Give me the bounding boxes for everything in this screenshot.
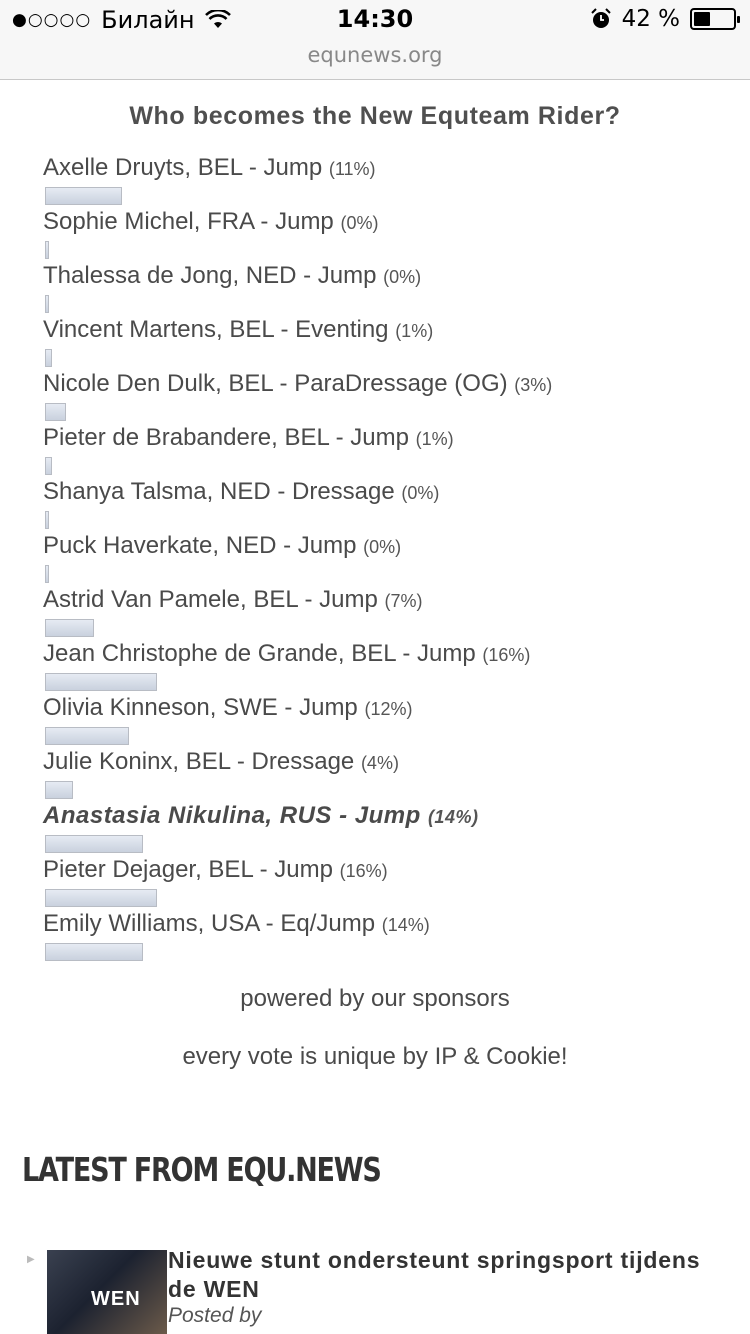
battery-level: [694, 12, 710, 26]
poll-option-name: Pieter de Brabandere, BEL - Jump: [43, 424, 409, 451]
poll-option-name: Shanya Talsma, NED - Dressage: [43, 478, 395, 505]
poll-option-percent: (4%): [360, 753, 399, 773]
poll-option-percent: (0%): [340, 213, 379, 233]
poll-option-percent: (0%): [401, 483, 440, 503]
poll-option-label[interactable]: [43, 639, 750, 670]
poll-result-bar: [45, 781, 73, 799]
signal-strength-icon: ●○○○○: [12, 10, 92, 30]
poll-result-bar: [45, 511, 49, 529]
poll-option-name: Nicole Den Dulk, BEL - ParaDressage (OG): [43, 370, 508, 397]
poll-option-name: Pieter Dejager, BEL - Jump: [43, 856, 333, 883]
poll-result-bar: [45, 673, 157, 691]
poll-widget: [0, 80, 750, 1071]
news-title-link[interactable]: Nieuwe stunt ondersteunt springsport tijdens de WEN: [168, 1247, 701, 1302]
poll-option[interactable]: [43, 909, 750, 963]
poll-option-label[interactable]: [43, 855, 750, 886]
news-thumbnail[interactable]: [47, 1250, 167, 1334]
poll-option[interactable]: [43, 855, 750, 909]
poll-result-bar: [45, 565, 49, 583]
poll-option-percent: (14%): [381, 915, 430, 935]
poll-option-name: Julie Koninx, BEL - Dressage: [43, 748, 355, 775]
poll-option-label[interactable]: [43, 369, 750, 400]
poll-option-name: Vincent Martens, BEL - Eventing: [43, 316, 389, 343]
poll-option-label[interactable]: [43, 153, 750, 184]
poll-option-name: Anastasia Nikulina, RUS - Jump: [43, 802, 421, 829]
poll-option-percent: (0%): [383, 267, 422, 287]
poll-option[interactable]: [43, 747, 750, 801]
poll-option-name: Olivia Kinneson, SWE - Jump: [43, 694, 358, 721]
poll-option-label[interactable]: [43, 531, 750, 562]
posted-by: Posted by: [168, 1304, 262, 1327]
poll-option-label[interactable]: [43, 477, 750, 508]
poll-option-name: Jean Christophe de Grande, BEL - Jump: [43, 640, 476, 667]
poll-option-percent: (12%): [364, 699, 413, 719]
poll-result-bar: [45, 295, 49, 313]
clock: 14:30: [336, 5, 414, 33]
poll-option-percent: (1%): [415, 429, 454, 449]
poll-option-label[interactable]: [43, 423, 750, 454]
poll-result-bar: [45, 835, 143, 853]
address-bar[interactable]: [0, 40, 750, 80]
poll-result-bar: [45, 349, 52, 367]
poll-option-label[interactable]: [43, 585, 750, 616]
poll-result-bar: [45, 187, 122, 205]
poll-option-percent: (11%): [328, 159, 376, 179]
poll-option-label[interactable]: [43, 207, 750, 238]
poll-option-label[interactable]: [43, 693, 750, 724]
poll-result-bar: [45, 889, 157, 907]
status-right: [590, 6, 736, 32]
poll-option-percent: (0%): [363, 537, 402, 557]
poll-option[interactable]: [43, 261, 750, 315]
poll-result-bar: [45, 403, 66, 421]
poll-option[interactable]: [43, 315, 750, 369]
poll-result-bar: [45, 457, 52, 475]
latest-news-heading: LATEST FROM EQU.NEWS: [22, 1150, 381, 1189]
url-text: equnews.org: [307, 43, 443, 67]
poll-result-bar: [45, 619, 94, 637]
carrier-name: Билайн: [101, 6, 195, 34]
poll-option[interactable]: [43, 207, 750, 261]
poll-option[interactable]: [43, 639, 750, 693]
alarm-icon: [590, 8, 612, 30]
poll-option-percent: (16%): [339, 861, 388, 881]
poll-option-name: Puck Haverkate, NED - Jump: [43, 532, 357, 559]
poll-option[interactable]: [43, 477, 750, 531]
poll-option-name: Astrid Van Pamele, BEL - Jump: [43, 586, 378, 613]
vote-unique-note: every vote is unique by IP & Cookie!: [182, 1043, 568, 1070]
status-bar: [0, 0, 750, 40]
poll-option[interactable]: [43, 585, 750, 639]
poll-option[interactable]: [43, 369, 750, 423]
poll-option-percent: (1%): [395, 321, 434, 341]
battery-percent: 42 %: [621, 6, 680, 32]
poll-result-bar: [45, 241, 49, 259]
poll-option-label[interactable]: [43, 801, 750, 832]
poll-result-bar: [45, 727, 129, 745]
poll-option-percent: (14%): [427, 807, 479, 827]
wen-logo: WEN: [91, 1288, 141, 1310]
poll-option[interactable]: [43, 531, 750, 585]
poll-option[interactable]: [43, 153, 750, 207]
poll-option-percent: (16%): [482, 645, 531, 665]
poll-option-label[interactable]: [43, 261, 750, 292]
poll-option-name: Emily Williams, USA - Eq/Jump: [43, 910, 376, 937]
poll-option[interactable]: [43, 693, 750, 747]
bullet-icon: ▶: [27, 1254, 35, 1265]
poll-options: [0, 153, 750, 963]
battery-icon: [690, 8, 736, 30]
poll-option-percent: (3%): [514, 375, 553, 395]
poll-title: Who becomes the New Equteam Rider?: [129, 102, 621, 130]
poll-option-label[interactable]: [43, 909, 750, 940]
poll-option-percent: (7%): [384, 591, 423, 611]
poll-result-bar: [45, 943, 143, 961]
poll-option-name: Sophie Michel, FRA - Jump: [43, 208, 334, 235]
poll-option-name: Axelle Druyts, BEL - Jump: [43, 154, 323, 181]
poll-option-name: Thalessa de Jong, NED - Jump: [43, 262, 377, 289]
poll-option[interactable]: [43, 423, 750, 477]
poll-option[interactable]: [43, 801, 750, 855]
poll-option-label[interactable]: [43, 747, 750, 778]
poll-option-label[interactable]: [43, 315, 750, 346]
powered-by-text: powered by our sponsors: [240, 985, 510, 1012]
